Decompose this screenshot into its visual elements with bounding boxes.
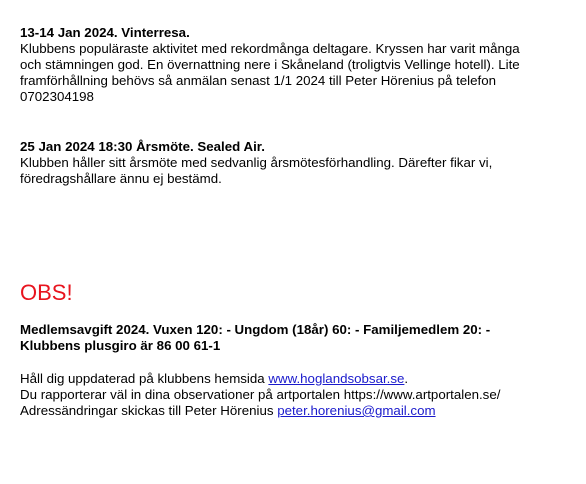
event-annual-meeting	[20, 139, 570, 187]
description-line: Klubbens populäraste aktivitet med rekordmånga deltagare. Kryssen har varit många	[20, 41, 520, 56]
address-line	[20, 403, 580, 419]
report-line: Du rapporterar väl in dina observationer på artportalen https://www.artportalen.se/	[20, 387, 501, 402]
event-winter-trip	[20, 25, 570, 105]
notice-title: OBS!	[20, 280, 73, 305]
event-heading: 25 Jan 2024 18:30 Årsmöte. Sealed Air.	[20, 139, 265, 154]
fee-line: Klubbens plusgiro är 86 00 61-1	[20, 338, 221, 353]
footer-info	[20, 371, 580, 419]
description-line: 0702304198	[20, 89, 94, 104]
event-description	[20, 155, 570, 187]
fee-line: Medlemsavgift 2024. Vuxen 120: - Ungdom (18år) 60: - Familjemedlem 20: -	[20, 322, 491, 337]
email-link[interactable]: peter.horenius@gmail.com	[277, 403, 436, 418]
membership-fees	[20, 322, 570, 354]
website-suffix: .	[404, 371, 409, 386]
website-prefix: Håll dig uppdaterad på klubbens hemsida	[20, 371, 269, 386]
description-line: Klubben håller sitt årsmöte med sedvanlig årsmötesförhandling. Därefter fikar vi,	[20, 155, 493, 170]
event-description	[20, 41, 570, 105]
description-line: framförhållning behövs så anmälan senast 1/1 2024 till Peter Hörenius på telefon	[20, 73, 497, 88]
description-line: och stämningen god. En övernattning nere i Skåneland (troligtvis Vellinge hotell). Lite	[20, 57, 520, 72]
event-heading: 13-14 Jan 2024. Vinterresa.	[20, 25, 190, 40]
website-link[interactable]: www.hoglandsobsar.se	[268, 371, 405, 386]
description-line: föredragshållare ännu ej bestämd.	[20, 171, 222, 186]
address-prefix: Adressändringar skickas till Peter Hörenius	[20, 403, 278, 418]
website-line	[20, 371, 580, 387]
